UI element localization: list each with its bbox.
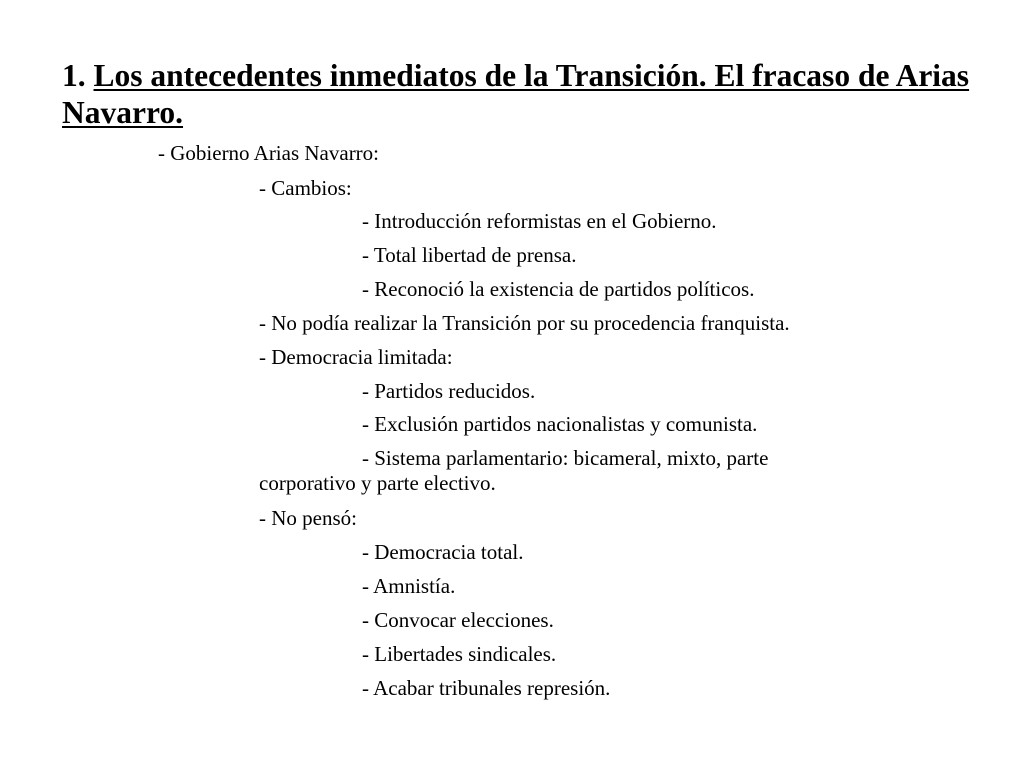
title-text: Los antecedentes inmediatos de la Transición. El fracaso de Arias Navarro.	[62, 58, 970, 130]
bullet-introduccion-reformistas: - Introducción reformistas en el Gobierno.	[362, 209, 717, 233]
bullet-convocar-elecciones: - Convocar elecciones.	[362, 608, 554, 632]
sistema-parlamentario-text: - Sistema parlamentario: bicameral, mixto, parte	[362, 446, 769, 470]
bullet-libertad-prensa: - Total libertad de prensa.	[362, 243, 577, 267]
bullet-libertades-sindicales: - Libertades sindicales.	[362, 642, 557, 666]
slide-title	[62, 57, 982, 131]
bullet-acabar-tribunales: - Acabar tribunales represión.	[362, 676, 611, 700]
bullet-no-podia-transicion: - No podía realizar la Transición por su procedencia franquista.	[259, 311, 790, 335]
bullet-gobierno-arias-navarro: - Gobierno Arias Navarro:	[158, 141, 380, 165]
bullet-cambios: - Cambios:	[259, 176, 352, 200]
bullet-exclusion-partidos: - Exclusión partidos nacionalistas y comunista.	[362, 412, 758, 436]
bullet-sistema-parlamentario	[259, 446, 899, 496]
bullet-sistema-parlamentario-line2: corporativo y parte electivo.	[259, 471, 496, 495]
bullet-sistema-parlamentario-line1	[259, 446, 899, 471]
bullet-amnistia: - Amnistía.	[362, 574, 456, 598]
bullet-democracia-limitada: - Democracia limitada:	[259, 345, 453, 369]
bullet-democracia-total: - Democracia total.	[362, 540, 524, 564]
title-number: 1.	[62, 58, 94, 93]
bullet-partidos-politicos: - Reconoció la existencia de partidos políticos.	[362, 277, 755, 301]
bullet-partidos-reducidos: - Partidos reducidos.	[362, 379, 536, 403]
bullet-no-penso: - No pensó:	[259, 506, 357, 530]
